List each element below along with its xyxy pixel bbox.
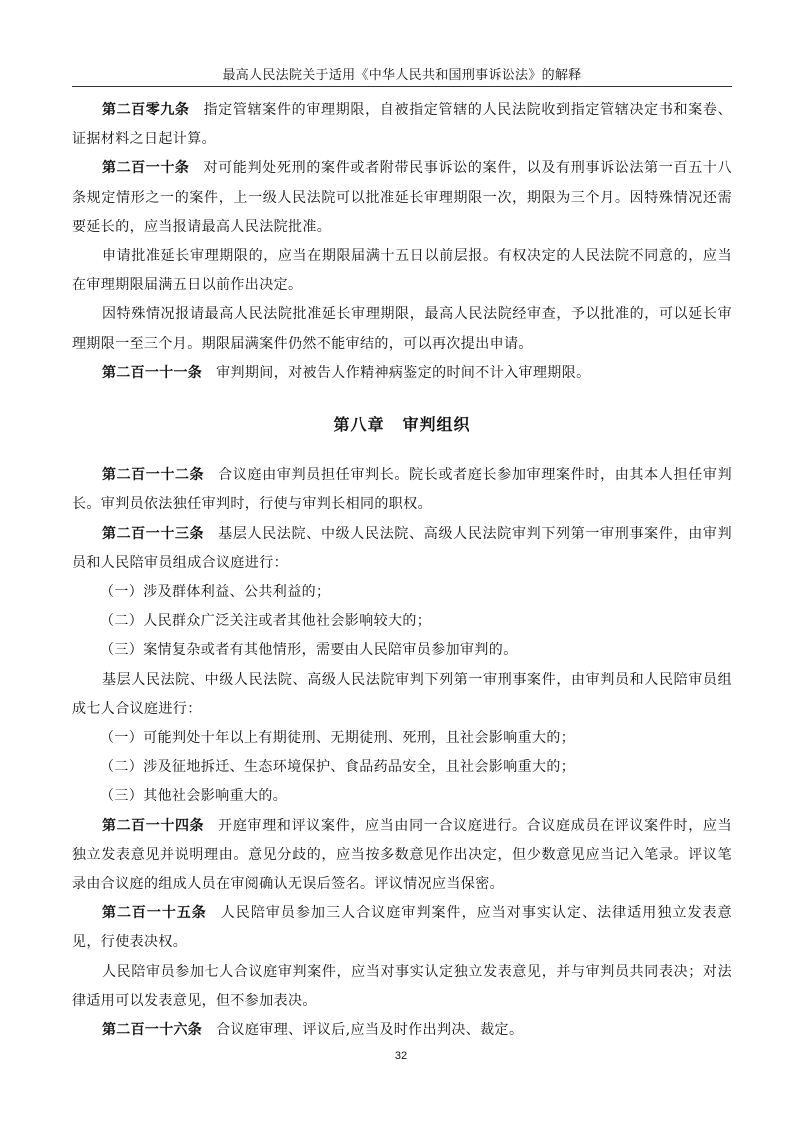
paragraph-text: 开庭审理和评议案件，应当由同一合议庭进行。合议庭成员在评议案件时，应当独立发表意见并说明理由。意见分歧的，应当按多数意见作出决定，但少数意见应当记入笔录。评议笔录由合议庭的组成人员在审阅确认无误后签名。评议情况应当保密。: [72, 817, 732, 893]
paragraph-article-210: [72, 154, 732, 242]
paragraph-text: 基层人民法院、中级人民法院、高级人民法院审判下列第一审刑事案件，由审判员和人民陪审员组成合议庭进行：: [72, 525, 732, 571]
paragraph-text: 合议庭由审判员担任审判长。院长或者庭长参加审理案件时，由其本人担任审判长。审判员依法独任审判时，行使与审判长相同的职权。: [72, 467, 732, 513]
list-item: （二）人民群众广泛关注或者其他社会影响较大的；: [100, 613, 432, 630]
paragraph: 基层人民法院、中级人民法院、高级人民法院审判下列第一审刑事案件，由审判员和人民陪审员组成七人合议庭进行：: [72, 671, 732, 717]
chapter-number: 第八章: [333, 415, 385, 435]
list-item: （一）可能判处十年以上有期徒刑、无期徒刑、死刑，且社会影响重大的；: [100, 730, 576, 747]
header-rule: [72, 86, 732, 87]
paragraph-text: 合议庭审理、评议后,应当及时作出判决、裁定。: [216, 1022, 524, 1039]
article-number: 第二百一十三条: [102, 525, 205, 542]
paragraph-text: 审判期间，对被告人作精神病鉴定的时间不计入审理期限。: [216, 364, 591, 381]
article-number: 第二百一十二条: [102, 467, 205, 484]
paragraph-article-213: [72, 520, 732, 578]
paragraph-text: 对可能判处死刑的案件或者附带民事诉讼的案件，以及有刑事诉讼法第一百五十八条规定情形之一的案件，上一级人民法院可以批准延长审理期限一次，期限为三个月。因特殊情况还需要延长的，应当报请最高人民法院批准。: [72, 160, 732, 235]
paragraph: 因特殊情况报请最高人民法院批准延长审理期限，最高人民法院经审查，予以批准的，可以延长审理期限一至三个月。期限届满案件仍然不能审结的，可以再次提出申请。: [72, 306, 732, 352]
paragraph-article-214: [72, 812, 732, 900]
article-number: 第二百零九条: [102, 102, 190, 118]
document-body: [72, 96, 732, 1045]
paragraph-article-215: [72, 899, 732, 957]
page-number: 32: [394, 1050, 408, 1062]
chapter-title: 审判组织: [402, 415, 471, 435]
article-number: 第二百一十四条: [102, 817, 205, 834]
list-item: （三）其他社会影响重大的。: [100, 788, 288, 805]
paragraph-article-211: [72, 359, 732, 388]
paragraph: 人民陪审员参加七人合议庭审判案件，应当对事实认定独立发表意见，并与审判员共同表决；对法律适用可以发表意见，但不参加表决。: [72, 963, 732, 1009]
list-item: （一）涉及群体利益、公共利益的；: [100, 584, 331, 601]
list-item: （三）案情复杂或者有其他情形，需要由人民陪审员参加审判的。: [100, 642, 518, 659]
article-number: 第二百一十六条: [102, 1022, 203, 1039]
chapter-heading: [72, 410, 732, 439]
paragraph: 申请批准延长审理期限的，应当在期限届满十五日以前层报。有权决定的人民法院不同意的，应当在审理期限届满五日以前作出决定。: [72, 248, 732, 294]
running-header: 最高人民法院关于适用《中华人民共和国刑事诉讼法》的解释: [222, 68, 582, 83]
paragraph-article-209: [72, 96, 732, 154]
paragraph-text: 人民陪审员参加三人合议庭审判案件，应当对事实认定、法律适用独立发表意见，行使表决权。: [72, 905, 732, 951]
paragraph-article-216: [72, 1016, 732, 1045]
paragraph-article-212: [72, 461, 732, 519]
list-item: （二）涉及征地拆迁、生态环境保护、食品药品安全，且社会影响重大的；: [100, 759, 576, 776]
article-number: 第二百一十五条: [102, 905, 207, 922]
paragraph-text: 指定管辖案件的审理期限，自被指定管辖的人民法院收到指定管辖决定书和案卷、证据材料之日起计算。: [72, 102, 732, 148]
article-number: 第二百一十条: [102, 160, 190, 177]
article-number: 第二百一十一条: [102, 364, 203, 381]
